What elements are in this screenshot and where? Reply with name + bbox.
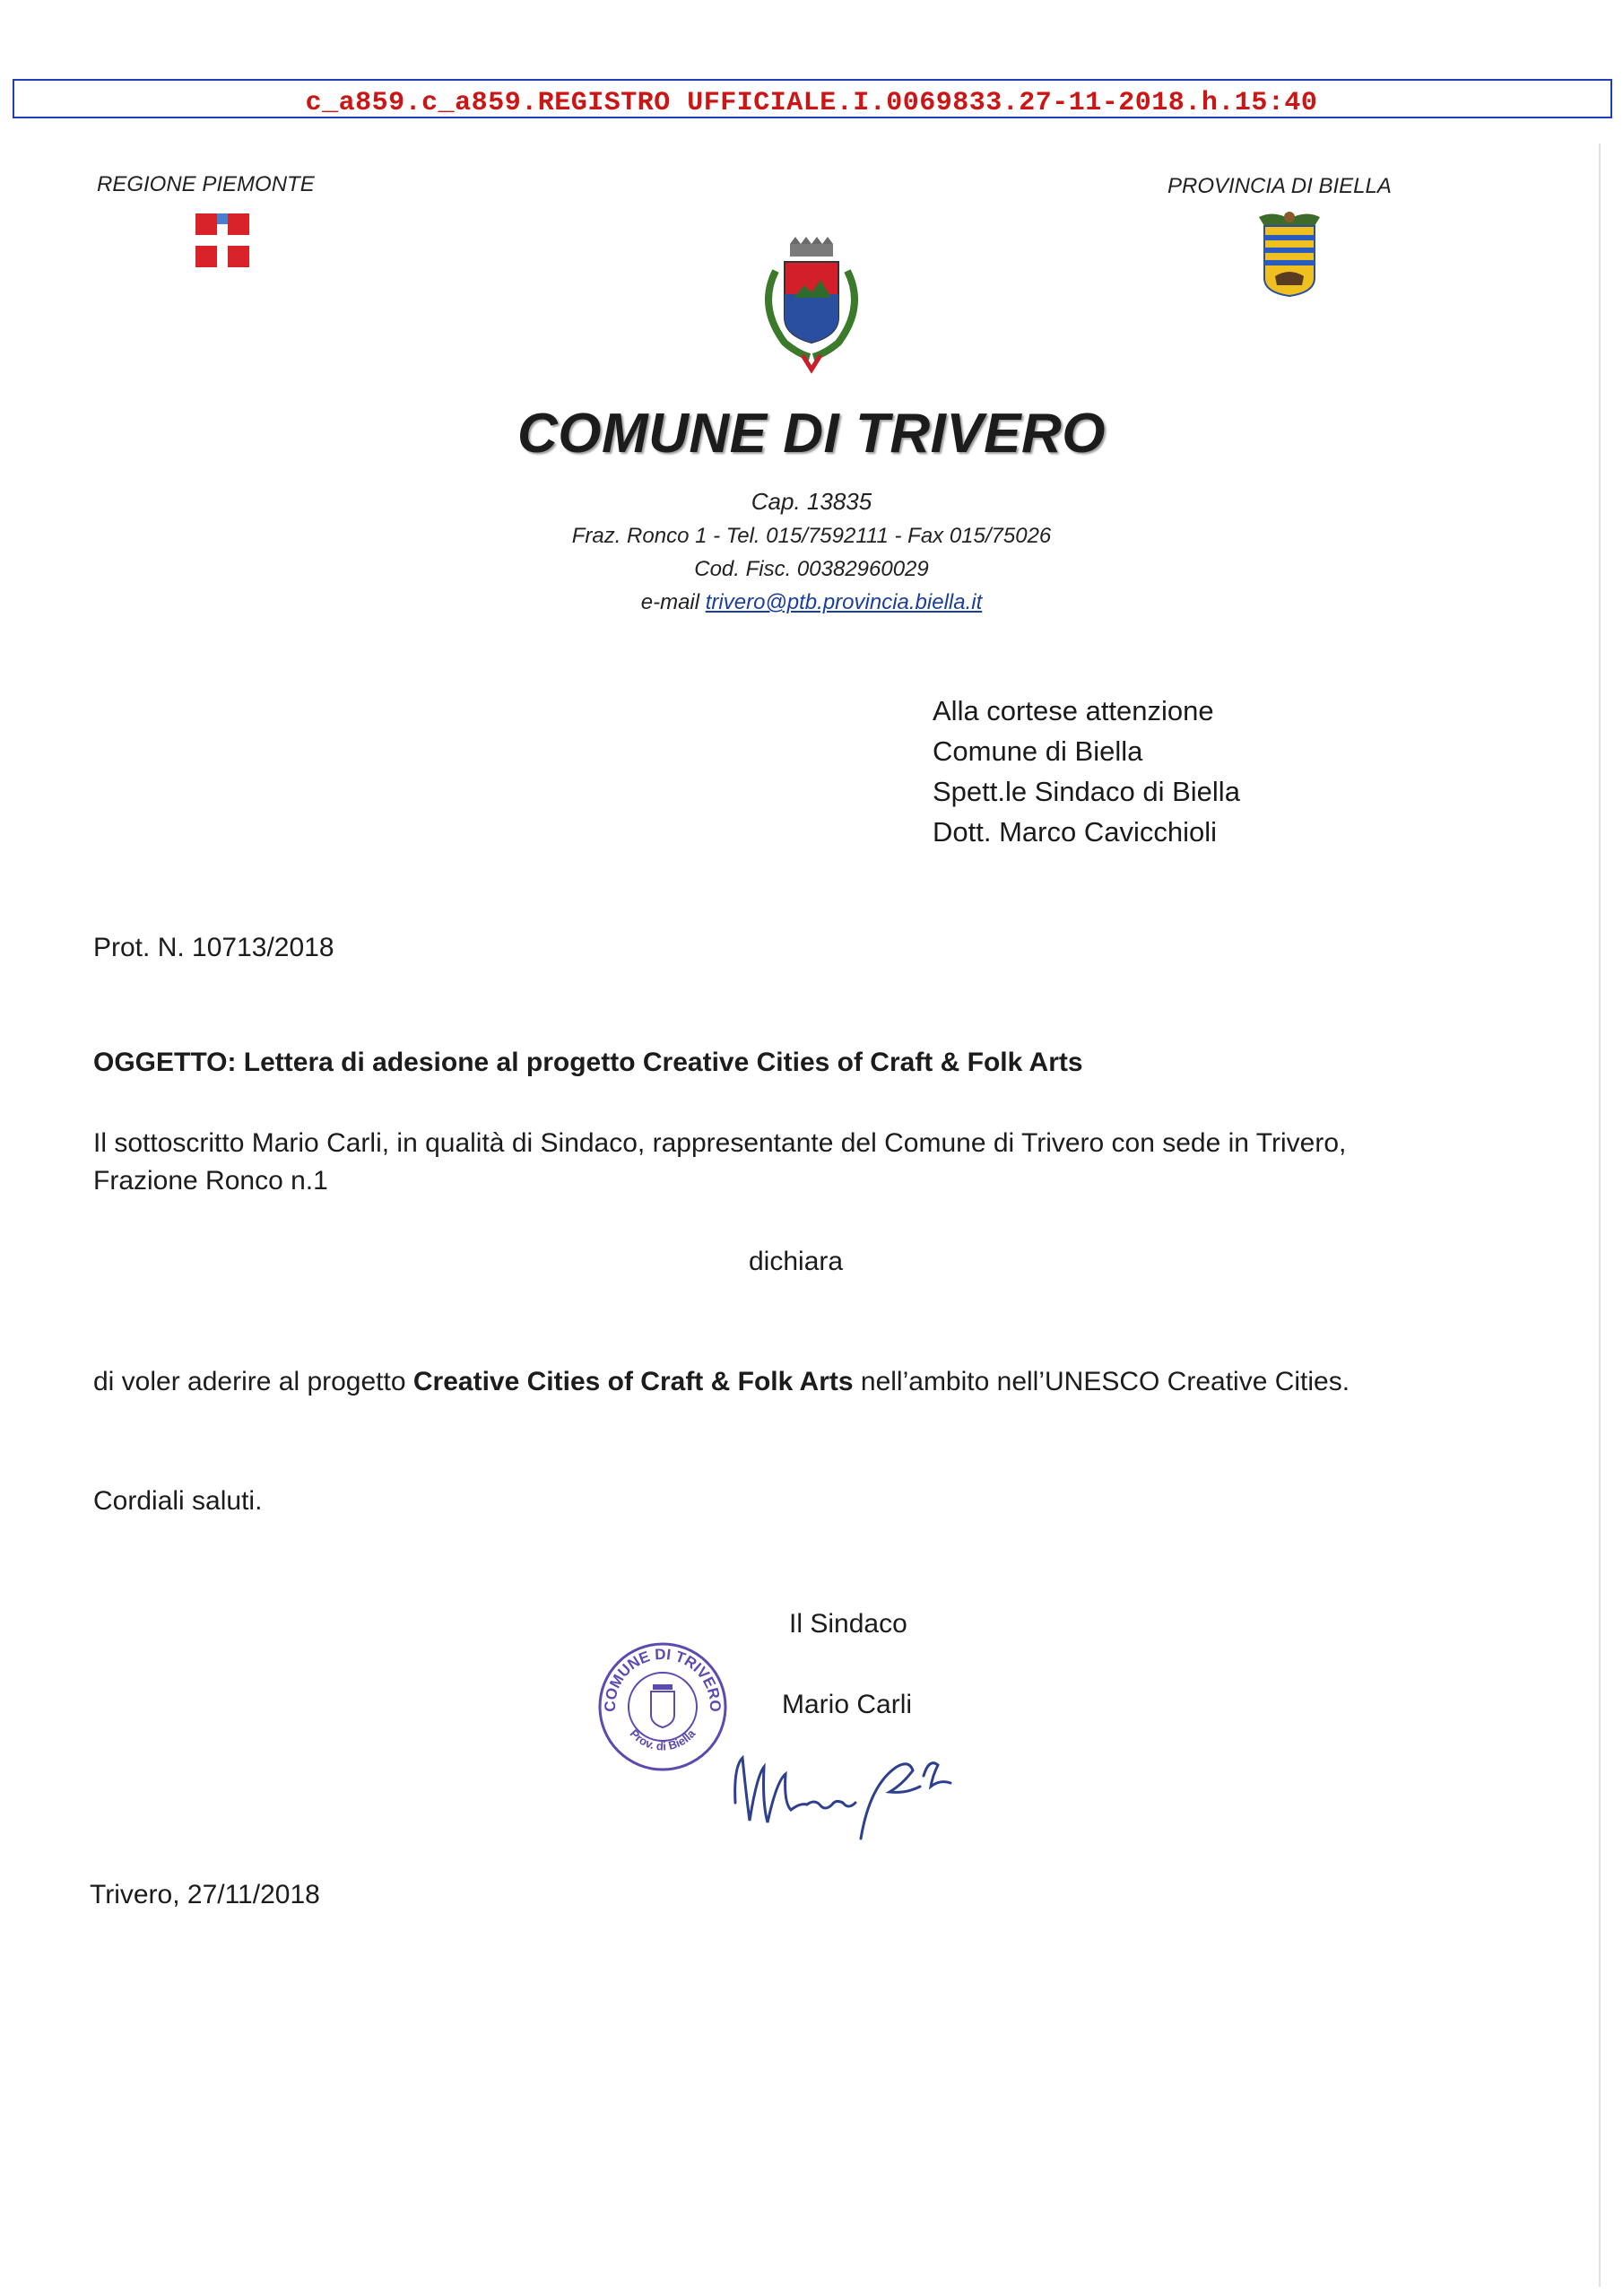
email-line [0,590,1623,615]
declaration-word: dichiara [749,1247,844,1276]
adhesion-prefix: di voler aderire al progetto [93,1367,406,1396]
official-seal-stamp [595,1639,730,1774]
adhesion-suffix: nell’ambito nell’UNESCO Creative Cities. [860,1367,1350,1396]
email-label: e-mail [640,590,700,614]
registry-stamp: c_a859.c_a859.REGISTRO UFFICIALE.I.0069833.27-11-2018.h.15:40 [305,88,1318,118]
biella-coat-of-arms-icon [1255,208,1324,298]
handwritten-signature [717,1740,986,1848]
postal-code: Cap. 13835 [751,488,872,515]
intro-line: Frazione Ronco n.1 [93,1166,328,1196]
svg-text:Prov. di Biella: Prov. di Biella [627,1726,699,1753]
region-name-right: PROVINCIA DI BIELLA [1167,174,1392,198]
project-name: Creative Cities of Craft & Folk Arts [412,1367,854,1396]
region-name-left: REGIONE PIEMONTE [97,172,315,196]
intro-line: Il sottoscritto Mario Carli, in qualità di Sindaco, rappresentante del Comune di Trivero con sede in Trivero, [93,1128,1347,1158]
signatory-role: Il Sindaco [789,1609,907,1639]
place-date: Trivero, 27/11/2018 [90,1880,320,1909]
trivero-coat-of-arms-icon [740,235,883,378]
scan-edge-divider [1599,144,1601,2287]
email-link[interactable]: trivero@ptb.provincia.biella.it [705,590,983,614]
piemonte-coat-of-arms-icon [195,213,249,267]
recipient-line: Alla cortese attenzione [933,695,1214,726]
recipient-line: Comune di Biella [933,735,1143,767]
subject-line [93,1048,1083,1078]
svg-text:COMUNE DI TRIVERO: COMUNE DI TRIVERO [601,1645,725,1712]
recipient-line: Dott. Marco Cavicchioli [933,816,1217,848]
recipient-line: Spett.le Sindaco di Biella [933,776,1240,807]
subject-text: Lettera di adesione al progetto Creative Cities of Craft & Folk Arts [243,1048,1083,1077]
protocol-number: Prot. N. 10713/2018 [93,933,334,962]
fiscal-code: Cod. Fisc. 00382960029 [694,557,929,581]
adhesion-statement [93,1367,1350,1397]
address-line: Fraz. Ronco 1 - Tel. 015/7592111 - Fax 015/75026 [571,524,1052,548]
signatory-name: Mario Carli [782,1690,913,1719]
closing-greeting: Cordiali saluti. [93,1486,263,1516]
recipient-block [933,691,1240,852]
page-title: COMUNE DI TRIVERO [516,403,1107,465]
subject-label: OGGETTO: [93,1048,237,1077]
